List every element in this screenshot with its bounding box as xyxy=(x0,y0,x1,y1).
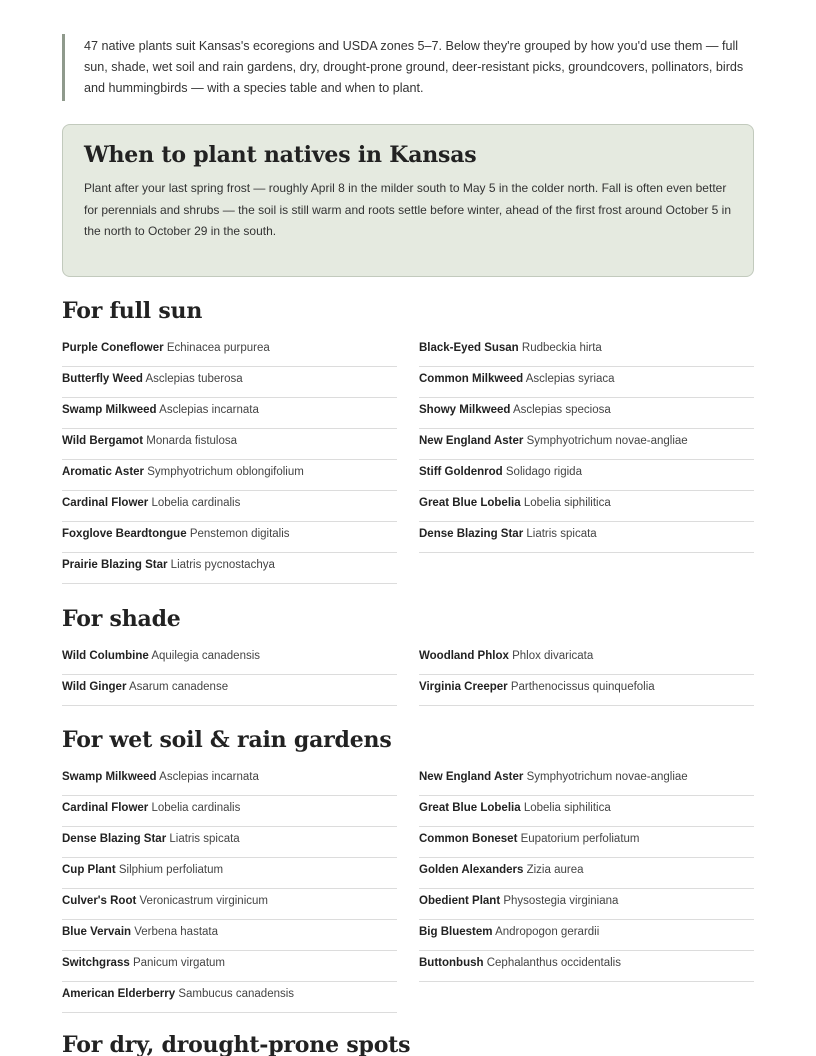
plant-scientific-name: Verbena hastata xyxy=(134,926,219,938)
plant-scientific-name: Liatris pycnostachya xyxy=(170,559,275,571)
plant-row xyxy=(62,827,397,858)
plant-row xyxy=(419,491,754,522)
plant-scientific-name: Silphium perfoliatum xyxy=(118,864,224,876)
plant-common-name: Wild Columbine xyxy=(62,650,149,662)
plant-common-name: Cardinal Flower xyxy=(62,802,149,814)
plant-row xyxy=(419,675,754,706)
plant-scientific-name: Asarum canadense xyxy=(129,681,229,693)
plant-row xyxy=(419,460,754,491)
plant-common-name: Wild Ginger xyxy=(62,681,127,693)
plant-scientific-name: Aquilegia canadensis xyxy=(151,650,261,662)
plant-common-name: Purple Coneflower xyxy=(62,342,164,354)
plant-grid xyxy=(62,644,754,706)
section-shade xyxy=(62,604,754,706)
plant-common-name: Obedient Plant xyxy=(419,895,501,907)
plant-scientific-name: Cephalanthus occidentalis xyxy=(486,957,621,969)
plant-common-name: Dense Blazing Star xyxy=(419,528,524,540)
plant-scientific-name: Liatris spicata xyxy=(169,833,240,845)
plant-common-name: Cardinal Flower xyxy=(62,497,149,509)
plant-row xyxy=(62,796,397,827)
plant-common-name: New England Aster xyxy=(419,771,524,783)
plant-common-name: Virginia Creeper xyxy=(419,681,508,693)
plant-scientific-name: Liatris spicata xyxy=(526,528,597,540)
plant-row xyxy=(419,827,754,858)
plant-row xyxy=(62,765,397,796)
plant-row xyxy=(62,920,397,951)
plant-common-name: Wild Bergamot xyxy=(62,435,144,447)
plant-scientific-name: Solidago rigida xyxy=(505,466,582,478)
plant-row xyxy=(419,796,754,827)
plant-scientific-name: Asclepias incarnata xyxy=(159,404,259,416)
plant-scientific-name: Asclepias speciosa xyxy=(512,404,611,416)
section-title: For shade xyxy=(62,606,181,632)
plant-common-name: Butterfly Weed xyxy=(62,373,143,385)
plant-scientific-name: Symphyotrichum novae-angliae xyxy=(526,771,688,783)
plant-common-name: Great Blue Lobelia xyxy=(419,802,521,814)
plant-scientific-name: Lobelia siphilitica xyxy=(523,802,611,814)
plant-scientific-name: Penstemon digitalis xyxy=(189,528,290,540)
plant-common-name: Culver's Root xyxy=(62,895,137,907)
plant-scientific-name: Symphyotrichum oblongifolium xyxy=(147,466,304,478)
plant-common-name: Big Bluestem xyxy=(419,926,493,938)
plant-common-name: Great Blue Lobelia xyxy=(419,497,521,509)
plant-scientific-name: Panicum virgatum xyxy=(132,957,225,969)
callout-title: When to plant natives in Kansas xyxy=(84,142,477,168)
section-title: For full sun xyxy=(62,298,203,324)
plant-row xyxy=(62,491,397,522)
plant-row xyxy=(62,858,397,889)
plant-scientific-name: Phlox divaricata xyxy=(512,650,594,662)
plant-common-name: Swamp Milkweed xyxy=(62,404,157,416)
plant-row xyxy=(419,951,754,982)
plant-row xyxy=(62,982,397,1013)
plant-common-name: Woodland Phlox xyxy=(419,650,509,662)
plant-common-name: Cup Plant xyxy=(62,864,116,876)
plant-row xyxy=(419,429,754,460)
plant-row xyxy=(62,398,397,429)
plant-scientific-name: Physostegia virginiana xyxy=(503,895,619,907)
planting-time-callout xyxy=(62,124,754,277)
plant-common-name: Dense Blazing Star xyxy=(62,833,167,845)
plant-row xyxy=(62,644,397,675)
plant-common-name: Switchgrass xyxy=(62,957,130,969)
plant-scientific-name: Lobelia cardinalis xyxy=(151,497,241,509)
plant-common-name: Swamp Milkweed xyxy=(62,771,157,783)
plant-common-name: Aromatic Aster xyxy=(62,466,145,478)
plant-scientific-name: Asclepias syriaca xyxy=(525,373,615,385)
intro-text: 47 native plants suit Kansas's ecoregions and USDA zones 5–7. Below they're grouped by how you'd use them — full sun, shade, wet soil and rain gardens, dry, drought-prone ground, deer-resistant picks, groundcovers, pollinators, birds and hummingbirds — with a species table and when to plant. xyxy=(84,39,744,95)
plant-row xyxy=(62,429,397,460)
plant-row xyxy=(62,522,397,553)
plant-row xyxy=(419,889,754,920)
plant-row xyxy=(62,951,397,982)
plant-common-name: Foxglove Beardtongue xyxy=(62,528,187,540)
plant-scientific-name: Echinacea purpurea xyxy=(166,342,270,354)
section-wet-soil xyxy=(62,725,754,1013)
plant-row xyxy=(419,367,754,398)
plant-grid xyxy=(62,765,754,1013)
plant-scientific-name: Parthenocissus quinquefolia xyxy=(510,681,655,693)
plant-row xyxy=(62,336,397,367)
plant-row xyxy=(419,644,754,675)
plant-row xyxy=(419,398,754,429)
section-title: For dry, drought-prone spots xyxy=(62,1032,411,1056)
plant-scientific-name: Asclepias incarnata xyxy=(159,771,259,783)
plant-scientific-name: Eupatorium perfoliatum xyxy=(520,833,640,845)
plant-common-name: Common Boneset xyxy=(419,833,518,845)
plant-row xyxy=(62,553,397,584)
callout-body: Plant after your last spring frost — roughly April 8 in the milder south to May 5 in the colder north. Fall is often even better for perennials and shrubs — the soil is still warm and roots settle before winter, ahead of the first frost around October 5 in the north to October 29 in the south. xyxy=(84,181,731,238)
plant-common-name: American Elderberry xyxy=(62,988,176,1000)
plant-scientific-name: Sambucus canadensis xyxy=(178,988,295,1000)
plant-row xyxy=(62,675,397,706)
plant-scientific-name: Andropogon gerardii xyxy=(495,926,600,938)
plant-common-name: Golden Alexanders xyxy=(419,864,524,876)
plant-scientific-name: Asclepias tuberosa xyxy=(145,373,243,385)
plant-row xyxy=(419,765,754,796)
plant-row xyxy=(419,522,754,553)
plant-row xyxy=(62,460,397,491)
plant-row xyxy=(419,336,754,367)
plant-common-name: Prairie Blazing Star xyxy=(62,559,168,571)
plant-row xyxy=(62,889,397,920)
intro-blockquote xyxy=(62,34,754,101)
plant-common-name: Showy Milkweed xyxy=(419,404,511,416)
plant-scientific-name: Veronicastrum virginicum xyxy=(139,895,268,907)
plant-scientific-name: Rudbeckia hirta xyxy=(521,342,602,354)
plant-common-name: Blue Vervain xyxy=(62,926,132,938)
plant-scientific-name: Symphyotrichum novae-angliae xyxy=(526,435,688,447)
plant-row xyxy=(419,920,754,951)
section-title: For wet soil & rain gardens xyxy=(62,727,392,753)
plant-common-name: Stiff Goldenrod xyxy=(419,466,503,478)
plant-common-name: New England Aster xyxy=(419,435,524,447)
section-dry-soil xyxy=(62,1030,754,1056)
plant-scientific-name: Monarda fistulosa xyxy=(146,435,238,447)
plant-common-name: Common Milkweed xyxy=(419,373,524,385)
plant-grid xyxy=(62,336,754,584)
plant-scientific-name: Lobelia cardinalis xyxy=(151,802,241,814)
plant-row xyxy=(62,367,397,398)
plant-common-name: Buttonbush xyxy=(419,957,484,969)
plant-scientific-name: Lobelia siphilitica xyxy=(523,497,611,509)
plant-scientific-name: Zizia aurea xyxy=(526,864,584,876)
plant-common-name: Black-Eyed Susan xyxy=(419,342,519,354)
section-full-sun xyxy=(62,296,754,584)
plant-row xyxy=(419,858,754,889)
